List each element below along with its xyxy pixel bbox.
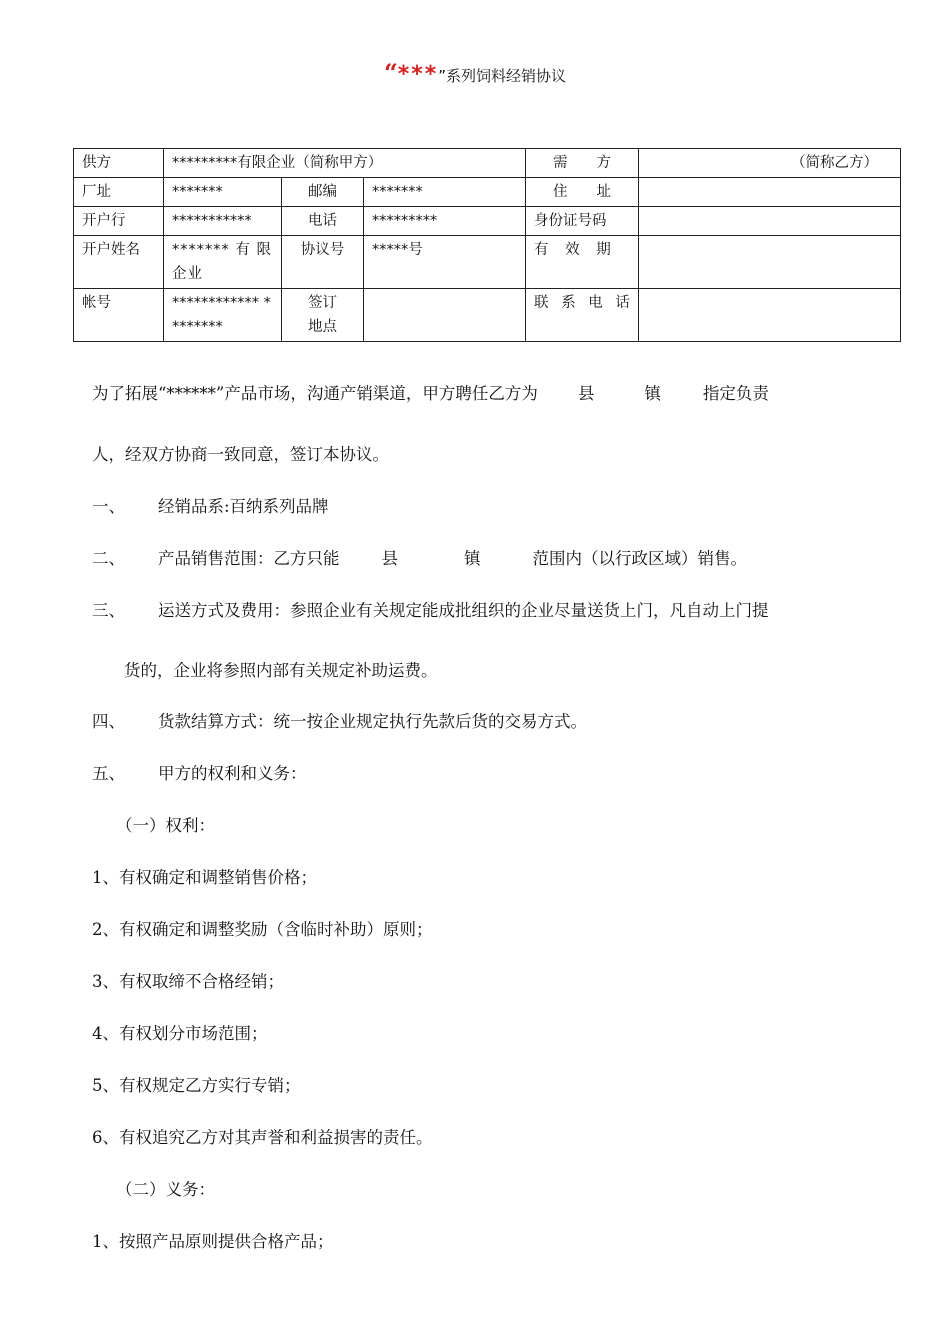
account-name-value: ******* 有 限 企业 bbox=[164, 236, 282, 289]
list-item: 4、有权划分市场范围； bbox=[92, 1024, 268, 1043]
section-text: 运送方式及费用：参照企业有关规定能成批组织的企业尽量送货上门，凡自动上门提 bbox=[158, 601, 769, 620]
intro-line-1 bbox=[92, 380, 880, 404]
list-item: 5、有权规定乙方实行专销； bbox=[92, 1076, 301, 1095]
id-number-label: 身份证号码 bbox=[526, 207, 639, 236]
table-row bbox=[74, 207, 901, 236]
intro-line-2: 人，经双方协商一致同意，签订本协议。 bbox=[92, 445, 389, 464]
phone-label: 电话 bbox=[282, 207, 364, 236]
sales-county: 县 bbox=[381, 549, 398, 568]
account-name-label: 开户姓名 bbox=[74, 236, 164, 289]
list-item: 3、有权取缔不合格经销； bbox=[92, 972, 284, 991]
sales-town: 镇 bbox=[464, 549, 481, 568]
factory-value: ******* bbox=[164, 178, 282, 207]
supplier-value: *********有限企业（简称甲方） bbox=[164, 149, 526, 178]
list-item: 1、有权确定和调整销售价格； bbox=[92, 868, 317, 887]
section-3 bbox=[92, 597, 769, 621]
postcode-label: 邮编 bbox=[282, 178, 364, 207]
rights-heading: （一）权利： bbox=[116, 816, 215, 835]
postcode-value: ******* bbox=[364, 178, 526, 207]
title-stars: *** bbox=[397, 62, 439, 87]
table-row bbox=[74, 149, 901, 178]
section-1 bbox=[92, 493, 329, 517]
title-open-quote: “ bbox=[383, 58, 398, 87]
table-row bbox=[74, 289, 901, 342]
list-item: 6、有权追究乙方对其声誉和利益损害的责任。 bbox=[92, 1128, 433, 1147]
address-label: 住 址 bbox=[526, 178, 639, 207]
section-5 bbox=[92, 760, 307, 784]
sign-place-label: 签订 地点 bbox=[282, 289, 364, 342]
section-4 bbox=[92, 708, 587, 732]
sign-place-value bbox=[364, 289, 526, 342]
intro-town: 镇 bbox=[644, 384, 661, 403]
section-text: 货款结算方式：统一按企业规定执行先款后货的交易方式。 bbox=[158, 712, 587, 731]
account-no-label: 帐号 bbox=[74, 289, 164, 342]
id-number-value bbox=[639, 207, 901, 236]
section-text: 经销品系:百纳系列品牌 bbox=[158, 497, 329, 516]
list-item: 1、按照产品原则提供合格产品； bbox=[92, 1232, 334, 1251]
section-number: 四、 bbox=[92, 712, 125, 731]
section-number: 二、 bbox=[92, 549, 125, 568]
address-value bbox=[639, 178, 901, 207]
title-text: ”系列饲料经销协议 bbox=[438, 67, 567, 85]
duties-heading: （二）义务： bbox=[116, 1180, 215, 1199]
table-row bbox=[74, 236, 901, 289]
agreement-no-value: *****号 bbox=[364, 236, 526, 289]
section-text: 产品销售范围：乙方只能 bbox=[158, 549, 340, 568]
validity-label: 有 效 期 bbox=[526, 236, 639, 289]
agreement-no-label: 协议号 bbox=[282, 236, 364, 289]
validity-value bbox=[639, 236, 901, 289]
buyer-value: （简称乙方） bbox=[639, 149, 901, 178]
intro-text: 为了拓展“******”产品市场，沟通产销渠道，甲方聘任乙方为 bbox=[92, 384, 538, 403]
factory-label: 厂址 bbox=[74, 178, 164, 207]
document-title bbox=[0, 58, 950, 91]
account-no-value: ************ ******** bbox=[164, 289, 282, 342]
section-3-continued: 货的，企业将参照内部有关规定补助运费。 bbox=[124, 661, 438, 680]
intro-designated: 指定负责 bbox=[702, 384, 769, 403]
supplier-label: 供方 bbox=[74, 149, 164, 178]
section-text: 甲方的权利和义务： bbox=[158, 764, 307, 783]
list-item: 2、有权确定和调整奖励（含临时补助）原则； bbox=[92, 920, 433, 939]
bank-value: *********** bbox=[164, 207, 282, 236]
party-info-table bbox=[73, 148, 901, 342]
contact-phone-value bbox=[639, 289, 901, 342]
buyer-label: 需 方 bbox=[526, 149, 639, 178]
intro-county: 县 bbox=[577, 384, 595, 403]
contact-phone-label: 联 系 电 话 bbox=[526, 289, 639, 342]
section-2 bbox=[92, 545, 747, 569]
section-number: 一、 bbox=[92, 497, 125, 516]
table-row bbox=[74, 178, 901, 207]
bank-label: 开户行 bbox=[74, 207, 164, 236]
phone-value: ********* bbox=[364, 207, 526, 236]
section-number: 五、 bbox=[92, 764, 125, 783]
section-text-end: 范围内（以行政区域）销售。 bbox=[532, 549, 747, 568]
section-number: 三、 bbox=[92, 601, 125, 620]
